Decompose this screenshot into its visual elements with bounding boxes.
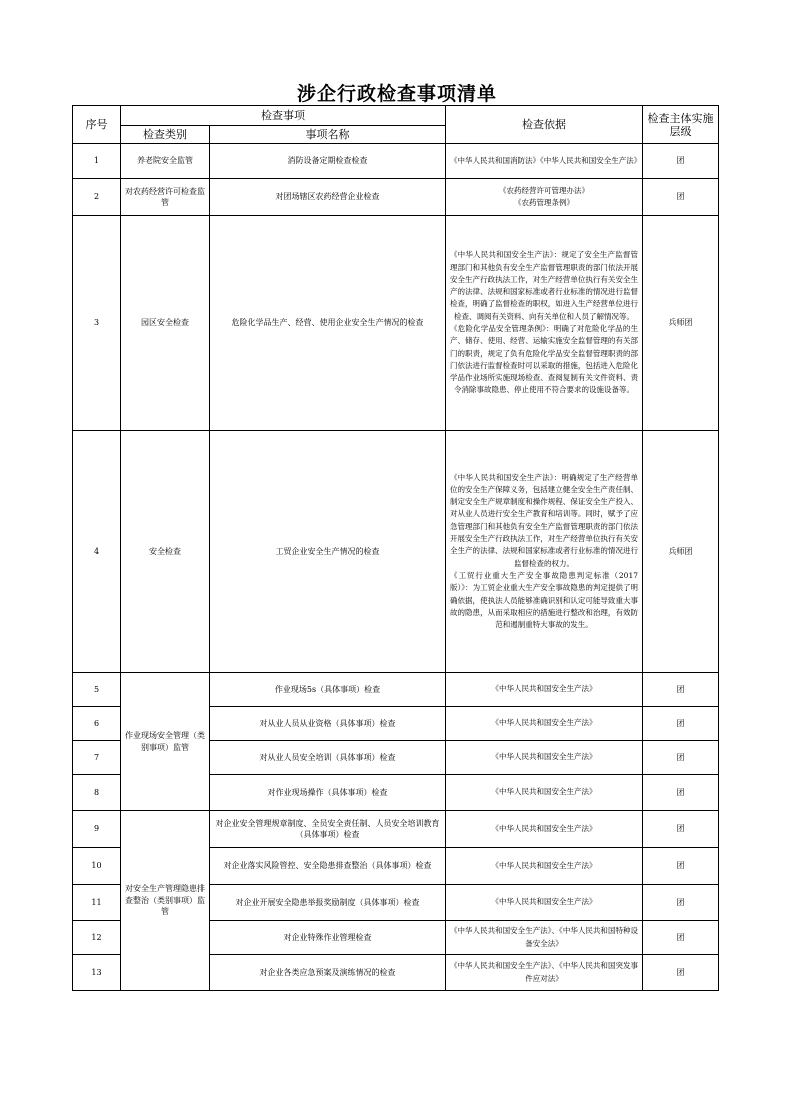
header-inspection-items: 检查事项: [121, 106, 446, 126]
row-seq: 5: [73, 673, 121, 707]
row-item-name: 对企业各类应急预案及演练情况的检查: [210, 955, 446, 991]
row-level: 团: [643, 707, 719, 741]
row-basis: 《中华人民共和国安全生产法》: [446, 673, 643, 707]
row-seq: 1: [73, 144, 121, 179]
row-category: 养老院安全监管: [121, 144, 210, 179]
table-row: [73, 431, 719, 673]
header-category: 检查类别: [121, 126, 210, 144]
row-level: 兵师团: [643, 431, 719, 673]
row-seq: 12: [73, 921, 121, 955]
row-level: 团: [643, 775, 719, 811]
row-level: 团: [643, 741, 719, 775]
row-seq: 6: [73, 707, 121, 741]
row-seq: 9: [73, 811, 121, 848]
row-level: 团: [643, 673, 719, 707]
row-seq: 13: [73, 955, 121, 991]
row-basis: 《中华人民共和国消防法》《中华人民共和国安全生产法》: [446, 144, 643, 179]
row-seq: 7: [73, 741, 121, 775]
table-row: [73, 179, 719, 216]
row-level: 团: [643, 848, 719, 885]
row-basis: 《中华人民共和国安全生产法》: [446, 848, 643, 885]
row-item-name: 对企业开展安全隐患举报奖励制度（具体事项）检查: [210, 885, 446, 921]
row-level: 团: [643, 144, 719, 179]
row-item-name: 对企业安全管理规章制度、全员安全责任制、人员安全培训教育（具体事项）检查: [210, 811, 446, 848]
row-basis: 《中华人民共和国安全生产法》、《中华人民共和国突发事件应对法》: [446, 955, 643, 991]
table-row: [73, 673, 719, 707]
table-row: [73, 144, 719, 179]
row-basis: 《中华人民共和国安全生产法》：明确规定了生产经营单位的安全生产保障义务，包括建立健全安全生产责任制、制定安全生产规章制度和操作规程、保证安全生产投入、对从业人员进行安全生产教育和培训等。同时，赋予了应急管理部门和其他负有安全生产监督管理职责的部门依法开展安全生产行政执法工作，对生产经营单位执行有关安全生产的法律、法规和国家标准或者行业标准的情况进行监督检查的权力。 《工贸行业重大生产安全事故隐患判定标准（2017版）》：为工贸企业重大生产安全事故隐患的判定提供了明确依据，使执法人员能够准确识别和认定可能导致重大事故的隐患，从而采取相应的措施进行整改和治理，有效防范和遏制重特大事故的发生。: [446, 431, 643, 673]
row-item-name: 消防设备定期检查检查: [210, 144, 446, 179]
row-seq: 10: [73, 848, 121, 885]
row-seq: 8: [73, 775, 121, 811]
row-item-name: 工贸企业安全生产情况的检查: [210, 431, 446, 673]
row-level: 团: [643, 885, 719, 921]
row-category: 园区安全检查: [121, 216, 210, 431]
header-level: 检查主体实施层级: [643, 106, 719, 144]
header-seq: 序号: [73, 106, 121, 144]
row-level: 团: [643, 921, 719, 955]
table-row: [73, 216, 719, 431]
row-item-name: 对企业特殊作业管理检查: [210, 921, 446, 955]
row-item-name: 对团场辖区农药经营企业检查: [210, 179, 446, 216]
row-item-name: 对作业现场操作（具体事项）检查: [210, 775, 446, 811]
row-category: 对农药经营许可检查监管: [121, 179, 210, 216]
row-level: 团: [643, 811, 719, 848]
row-category: 安全检查: [121, 431, 210, 673]
header-basis: 检查依据: [446, 106, 643, 144]
row-category: 对安全生产管理隐患排查整治（类别事项）监管: [121, 811, 210, 991]
table-row: [73, 811, 719, 848]
inspection-table: [72, 105, 719, 991]
row-item-name: 对从业人员安全培训（具体事项）检查: [210, 741, 446, 775]
row-seq: 11: [73, 885, 121, 921]
row-item-name: 对从业人员从业资格（具体事项）检查: [210, 707, 446, 741]
header-item-name: 事项名称: [210, 126, 446, 144]
row-item-name: 对企业落实风险管控、安全隐患排查整治（具体事项）检查: [210, 848, 446, 885]
row-level: 兵师团: [643, 216, 719, 431]
row-item-name: 作业现场5s（具体事项）检查: [210, 673, 446, 707]
row-category: 作业现场安全管理（类别事项）监管: [121, 673, 210, 811]
row-basis: 《中华人民共和国安全生产法》：规定了安全生产监督管理部门和其他负有安全生产监督管理职责的部门依法开展安全生产行政执法工作，对生产经营单位执行有关安全生产的法律、法规和国家标准或者行业标准的情况进行监督检查，明确了监督检查的职权，如进入生产经营单位进行检查、调阅有关资料、向有关单位和人员了解情况等。 《危险化学品安全管理条例》：明确了对危险化学品的生产、储存、使用、经营、运输实施安全监督管理的有关部门的职责，规定了负有危险化学品安全监督管理职责的部门依法进行监督检查时可以采取的措施，包括进入危险化学品作业场所实施现场检查、查阅复制有关文件资料、责令消除事故隐患、停止使用不符合要求的设施设备等。: [446, 216, 643, 431]
page-title: 涉企行政检查事项清单: [296, 83, 497, 105]
row-level: 团: [643, 955, 719, 991]
row-basis: 《中华人民共和国安全生产法》: [446, 775, 643, 811]
row-basis: 《中华人民共和国安全生产法》: [446, 885, 643, 921]
row-basis: 《中华人民共和国安全生产法》: [446, 811, 643, 848]
row-seq: 3: [73, 216, 121, 431]
row-item-name: 危险化学品生产、经营、使用企业安全生产情况的检查: [210, 216, 446, 431]
row-basis: 《中华人民共和国安全生产法》、《中华人民共和国特种设备安全法》: [446, 921, 643, 955]
row-seq: 4: [73, 431, 121, 673]
row-basis: 《农药经营许可管理办法》 《农药管理条例》: [446, 179, 643, 216]
row-basis: 《中华人民共和国安全生产法》: [446, 707, 643, 741]
row-basis: 《中华人民共和国安全生产法》: [446, 741, 643, 775]
row-seq: 2: [73, 179, 121, 216]
row-level: 团: [643, 179, 719, 216]
